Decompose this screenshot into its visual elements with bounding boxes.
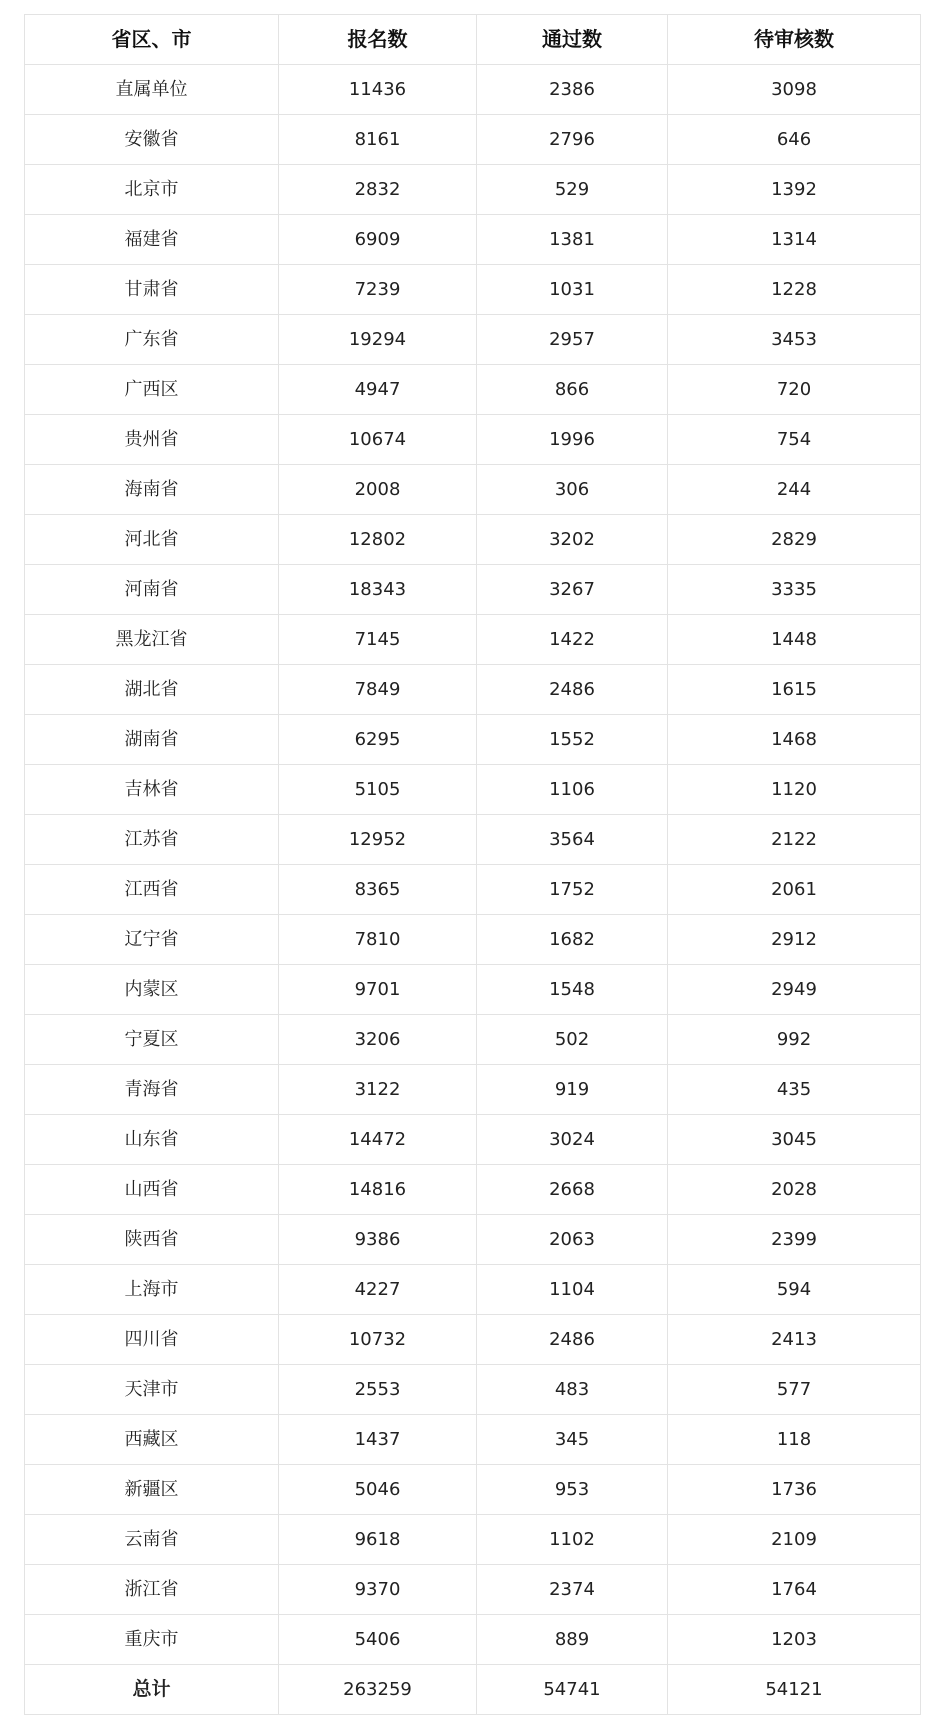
- cell-registered: 14816: [279, 1165, 477, 1215]
- cell-registered: 9370: [279, 1565, 477, 1615]
- cell-region: 河南省: [25, 565, 279, 615]
- cell-region: 内蒙区: [25, 965, 279, 1015]
- cell-registered: 12952: [279, 815, 477, 865]
- header-region: 省区、市: [25, 15, 279, 65]
- table-row: [25, 65, 921, 115]
- cell-registered: 3206: [279, 1015, 477, 1065]
- cell-pending: 1120: [668, 765, 921, 815]
- cell-region: 吉林省: [25, 765, 279, 815]
- cell-pending: 2829: [668, 515, 921, 565]
- cell-registered: 7239: [279, 265, 477, 315]
- cell-passed: 502: [477, 1015, 668, 1065]
- cell-pending: 2912: [668, 915, 921, 965]
- table-row: [25, 1465, 921, 1515]
- cell-passed: 529: [477, 165, 668, 215]
- cell-passed: 2063: [477, 1215, 668, 1265]
- cell-pending: 3098: [668, 65, 921, 115]
- cell-pending: 720: [668, 365, 921, 415]
- cell-registered: 2553: [279, 1365, 477, 1415]
- cell-registered: 9618: [279, 1515, 477, 1565]
- cell-passed: 1682: [477, 915, 668, 965]
- cell-passed: 3024: [477, 1115, 668, 1165]
- cell-region: 北京市: [25, 165, 279, 215]
- cell-pending: 3045: [668, 1115, 921, 1165]
- table-row: [25, 365, 921, 415]
- table-row: [25, 715, 921, 765]
- cell-registered: 7849: [279, 665, 477, 715]
- table-row: [25, 1165, 921, 1215]
- total-passed: 54741: [477, 1665, 668, 1715]
- cell-pending: 754: [668, 415, 921, 465]
- table-row: [25, 1515, 921, 1565]
- cell-passed: 306: [477, 465, 668, 515]
- cell-region: 宁夏区: [25, 1015, 279, 1065]
- total-row: [25, 1665, 921, 1715]
- cell-pending: 1448: [668, 615, 921, 665]
- cell-registered: 2008: [279, 465, 477, 515]
- cell-passed: 1031: [477, 265, 668, 315]
- cell-region: 湖北省: [25, 665, 279, 715]
- cell-passed: 345: [477, 1415, 668, 1465]
- table-row: [25, 265, 921, 315]
- cell-region: 贵州省: [25, 415, 279, 465]
- cell-pending: 2413: [668, 1315, 921, 1365]
- cell-registered: 2832: [279, 165, 477, 215]
- cell-region: 湖南省: [25, 715, 279, 765]
- cell-region: 河北省: [25, 515, 279, 565]
- header-registered: 报名数: [279, 15, 477, 65]
- table-row: [25, 1015, 921, 1065]
- cell-passed: 2668: [477, 1165, 668, 1215]
- cell-pending: 1764: [668, 1565, 921, 1615]
- cell-registered: 6909: [279, 215, 477, 265]
- cell-pending: 2399: [668, 1215, 921, 1265]
- cell-registered: 3122: [279, 1065, 477, 1115]
- cell-passed: 1104: [477, 1265, 668, 1315]
- cell-passed: 2486: [477, 1315, 668, 1365]
- cell-pending: 1203: [668, 1615, 921, 1665]
- cell-passed: 3202: [477, 515, 668, 565]
- cell-passed: 1106: [477, 765, 668, 815]
- cell-passed: 1552: [477, 715, 668, 765]
- table-row: [25, 1215, 921, 1265]
- cell-region: 山西省: [25, 1165, 279, 1215]
- cell-passed: 3267: [477, 565, 668, 615]
- cell-pending: 1392: [668, 165, 921, 215]
- cell-region: 新疆区: [25, 1465, 279, 1515]
- cell-passed: 953: [477, 1465, 668, 1515]
- table-row: [25, 465, 921, 515]
- cell-region: 天津市: [25, 1365, 279, 1415]
- registration-table-container: [24, 14, 920, 1715]
- cell-region: 广东省: [25, 315, 279, 365]
- cell-region: 甘肃省: [25, 265, 279, 315]
- total-label: 总计: [25, 1665, 279, 1715]
- table-row: [25, 815, 921, 865]
- table-row: [25, 865, 921, 915]
- table-header-row: [25, 15, 921, 65]
- cell-pending: 594: [668, 1265, 921, 1315]
- table-row: [25, 515, 921, 565]
- cell-region: 上海市: [25, 1265, 279, 1315]
- table-row: [25, 1565, 921, 1615]
- cell-pending: 2949: [668, 965, 921, 1015]
- cell-pending: 3335: [668, 565, 921, 615]
- table-row: [25, 1365, 921, 1415]
- cell-pending: 2028: [668, 1165, 921, 1215]
- cell-region: 直属单位: [25, 65, 279, 115]
- cell-passed: 866: [477, 365, 668, 415]
- header-pending: 待审核数: [668, 15, 921, 65]
- table-row: [25, 665, 921, 715]
- cell-passed: 483: [477, 1365, 668, 1415]
- cell-registered: 8365: [279, 865, 477, 915]
- cell-registered: 11436: [279, 65, 477, 115]
- cell-registered: 14472: [279, 1115, 477, 1165]
- table-row: [25, 1065, 921, 1115]
- cell-region: 陕西省: [25, 1215, 279, 1265]
- cell-registered: 9386: [279, 1215, 477, 1265]
- cell-region: 福建省: [25, 215, 279, 265]
- cell-region: 西藏区: [25, 1415, 279, 1465]
- cell-passed: 1381: [477, 215, 668, 265]
- cell-registered: 7145: [279, 615, 477, 665]
- cell-pending: 1228: [668, 265, 921, 315]
- cell-registered: 5406: [279, 1615, 477, 1665]
- cell-pending: 577: [668, 1365, 921, 1415]
- cell-pending: 1615: [668, 665, 921, 715]
- cell-pending: 1314: [668, 215, 921, 265]
- cell-region: 山东省: [25, 1115, 279, 1165]
- cell-registered: 8161: [279, 115, 477, 165]
- table-row: [25, 615, 921, 665]
- cell-passed: 1102: [477, 1515, 668, 1565]
- cell-passed: 2486: [477, 665, 668, 715]
- cell-region: 重庆市: [25, 1615, 279, 1665]
- cell-passed: 1422: [477, 615, 668, 665]
- cell-registered: 10674: [279, 415, 477, 465]
- table-row: [25, 1415, 921, 1465]
- cell-pending: 3453: [668, 315, 921, 365]
- cell-passed: 3564: [477, 815, 668, 865]
- cell-registered: 5105: [279, 765, 477, 815]
- cell-region: 黑龙江省: [25, 615, 279, 665]
- cell-registered: 4947: [279, 365, 477, 415]
- cell-passed: 1996: [477, 415, 668, 465]
- cell-region: 江苏省: [25, 815, 279, 865]
- cell-region: 安徽省: [25, 115, 279, 165]
- cell-registered: 18343: [279, 565, 477, 615]
- cell-registered: 10732: [279, 1315, 477, 1365]
- table-row: [25, 215, 921, 265]
- table-row: [25, 565, 921, 615]
- cell-registered: 5046: [279, 1465, 477, 1515]
- cell-pending: 2061: [668, 865, 921, 915]
- cell-pending: 992: [668, 1015, 921, 1065]
- registration-table: [24, 14, 921, 1715]
- cell-pending: 2122: [668, 815, 921, 865]
- cell-registered: 19294: [279, 315, 477, 365]
- cell-registered: 12802: [279, 515, 477, 565]
- cell-passed: 889: [477, 1615, 668, 1665]
- cell-passed: 2796: [477, 115, 668, 165]
- cell-registered: 1437: [279, 1415, 477, 1465]
- cell-region: 四川省: [25, 1315, 279, 1365]
- cell-pending: 1736: [668, 1465, 921, 1515]
- cell-registered: 9701: [279, 965, 477, 1015]
- table-row: [25, 165, 921, 215]
- table-row: [25, 415, 921, 465]
- cell-passed: 2374: [477, 1565, 668, 1615]
- table-body: [25, 65, 921, 1715]
- cell-registered: 6295: [279, 715, 477, 765]
- cell-region: 江西省: [25, 865, 279, 915]
- table-row: [25, 1315, 921, 1365]
- table-row: [25, 765, 921, 815]
- table-row: [25, 1265, 921, 1315]
- cell-pending: 2109: [668, 1515, 921, 1565]
- table-row: [25, 965, 921, 1015]
- cell-pending: 244: [668, 465, 921, 515]
- cell-region: 辽宁省: [25, 915, 279, 965]
- total-pending: 54121: [668, 1665, 921, 1715]
- cell-pending: 435: [668, 1065, 921, 1115]
- cell-pending: 1468: [668, 715, 921, 765]
- cell-passed: 919: [477, 1065, 668, 1115]
- cell-pending: 118: [668, 1415, 921, 1465]
- table-row: [25, 915, 921, 965]
- cell-region: 云南省: [25, 1515, 279, 1565]
- cell-registered: 4227: [279, 1265, 477, 1315]
- table-row: [25, 1615, 921, 1665]
- table-row: [25, 1115, 921, 1165]
- cell-passed: 1548: [477, 965, 668, 1015]
- cell-passed: 1752: [477, 865, 668, 915]
- cell-region: 浙江省: [25, 1565, 279, 1615]
- cell-region: 海南省: [25, 465, 279, 515]
- cell-region: 广西区: [25, 365, 279, 415]
- cell-passed: 2386: [477, 65, 668, 115]
- cell-region: 青海省: [25, 1065, 279, 1115]
- cell-pending: 646: [668, 115, 921, 165]
- table-row: [25, 115, 921, 165]
- header-passed: 通过数: [477, 15, 668, 65]
- total-registered: 263259: [279, 1665, 477, 1715]
- table-row: [25, 315, 921, 365]
- cell-registered: 7810: [279, 915, 477, 965]
- cell-passed: 2957: [477, 315, 668, 365]
